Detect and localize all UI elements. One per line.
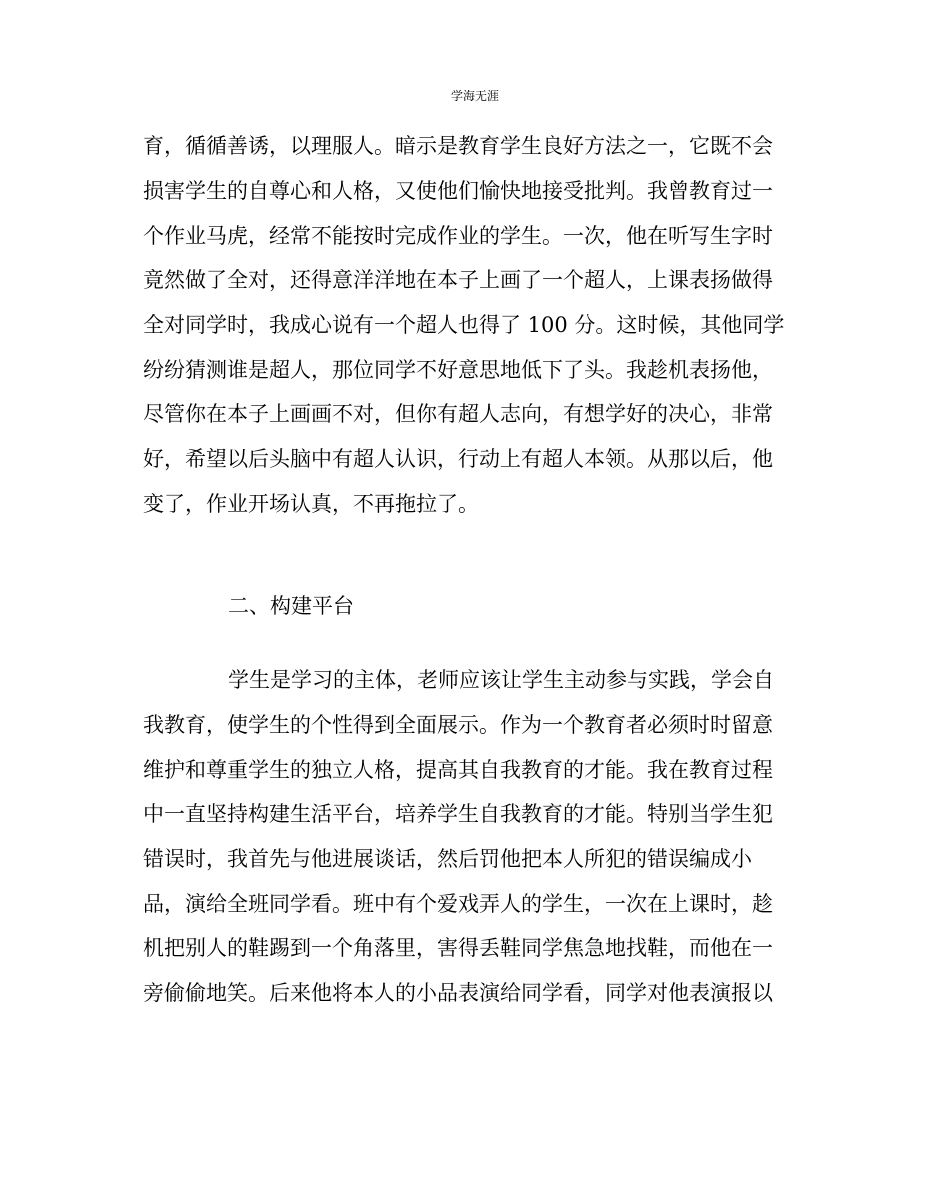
paragraph-line: 纷纷猜测谁是超人，那位同学不好意思地低下了头。我趁机表扬他， <box>143 358 773 382</box>
paragraph-line: 损害学生的自尊心和人格，又使他们愉快地接受批判。我曾教育过一 <box>143 179 773 203</box>
paragraph-line: 好，希望以后头脑中有超人认识，行动上有超人本领。从那以后，他 <box>143 447 773 471</box>
paragraph-line: 尽管你在本子上画画不对，但你有超人志向，有想学好的决心，非常 <box>143 402 773 426</box>
paragraph-line: 个作业马虎，经常不能按时完成作业的学生。一次，他在听写生字时 <box>143 224 773 248</box>
paragraph-line: 品，演给全班同学看。班中有个爱戏弄人的学生，一次在上课时，趁 <box>143 892 773 916</box>
paragraph-line: 旁偷偷地笑。后来他将本人的小品表演给同学看，同学对他表演报以 <box>143 981 773 1005</box>
paragraph-line: 我教育，使学生的个性得到全面展示。作为一个教育者必须时时留意 <box>143 713 773 737</box>
paragraph-line: 错误时，我首先与他进展谈话，然后罚他把本人所犯的错误编成小 <box>143 847 752 871</box>
paragraph-line: 维护和尊重学生的独立人格，提高其自我教育的才能。我在教育过程 <box>143 758 773 782</box>
section-heading: 二、构建平台 <box>228 594 354 618</box>
paragraph-line: 中一直坚持构建生活平台，培养学生自我教育的才能。特别当学生犯 <box>143 802 773 826</box>
page-header: 学海无涯 <box>450 89 499 103</box>
paragraph-line: 全对同学时，我成心说有一个超人也得了 100 分。这时候，其他同学 <box>143 313 785 337</box>
paragraph-line: 机把别人的鞋踢到一个角落里，害得丢鞋同学焦急地找鞋，而他在一 <box>143 936 773 960</box>
paragraph-line: 变了，作业开场认真，不再拖拉了。 <box>143 492 479 516</box>
paragraph-line: 学生是学习的主体，老师应该让学生主动参与实践，学会自 <box>228 668 774 692</box>
paragraph-line: 竟然做了全对，还得意洋洋地在本子上画了一个超人，上课表扬做得 <box>143 268 773 292</box>
paragraph-line: 育，循循善诱，以理服人。暗示是教育学生良好方法之一，它既不会 <box>143 134 773 158</box>
